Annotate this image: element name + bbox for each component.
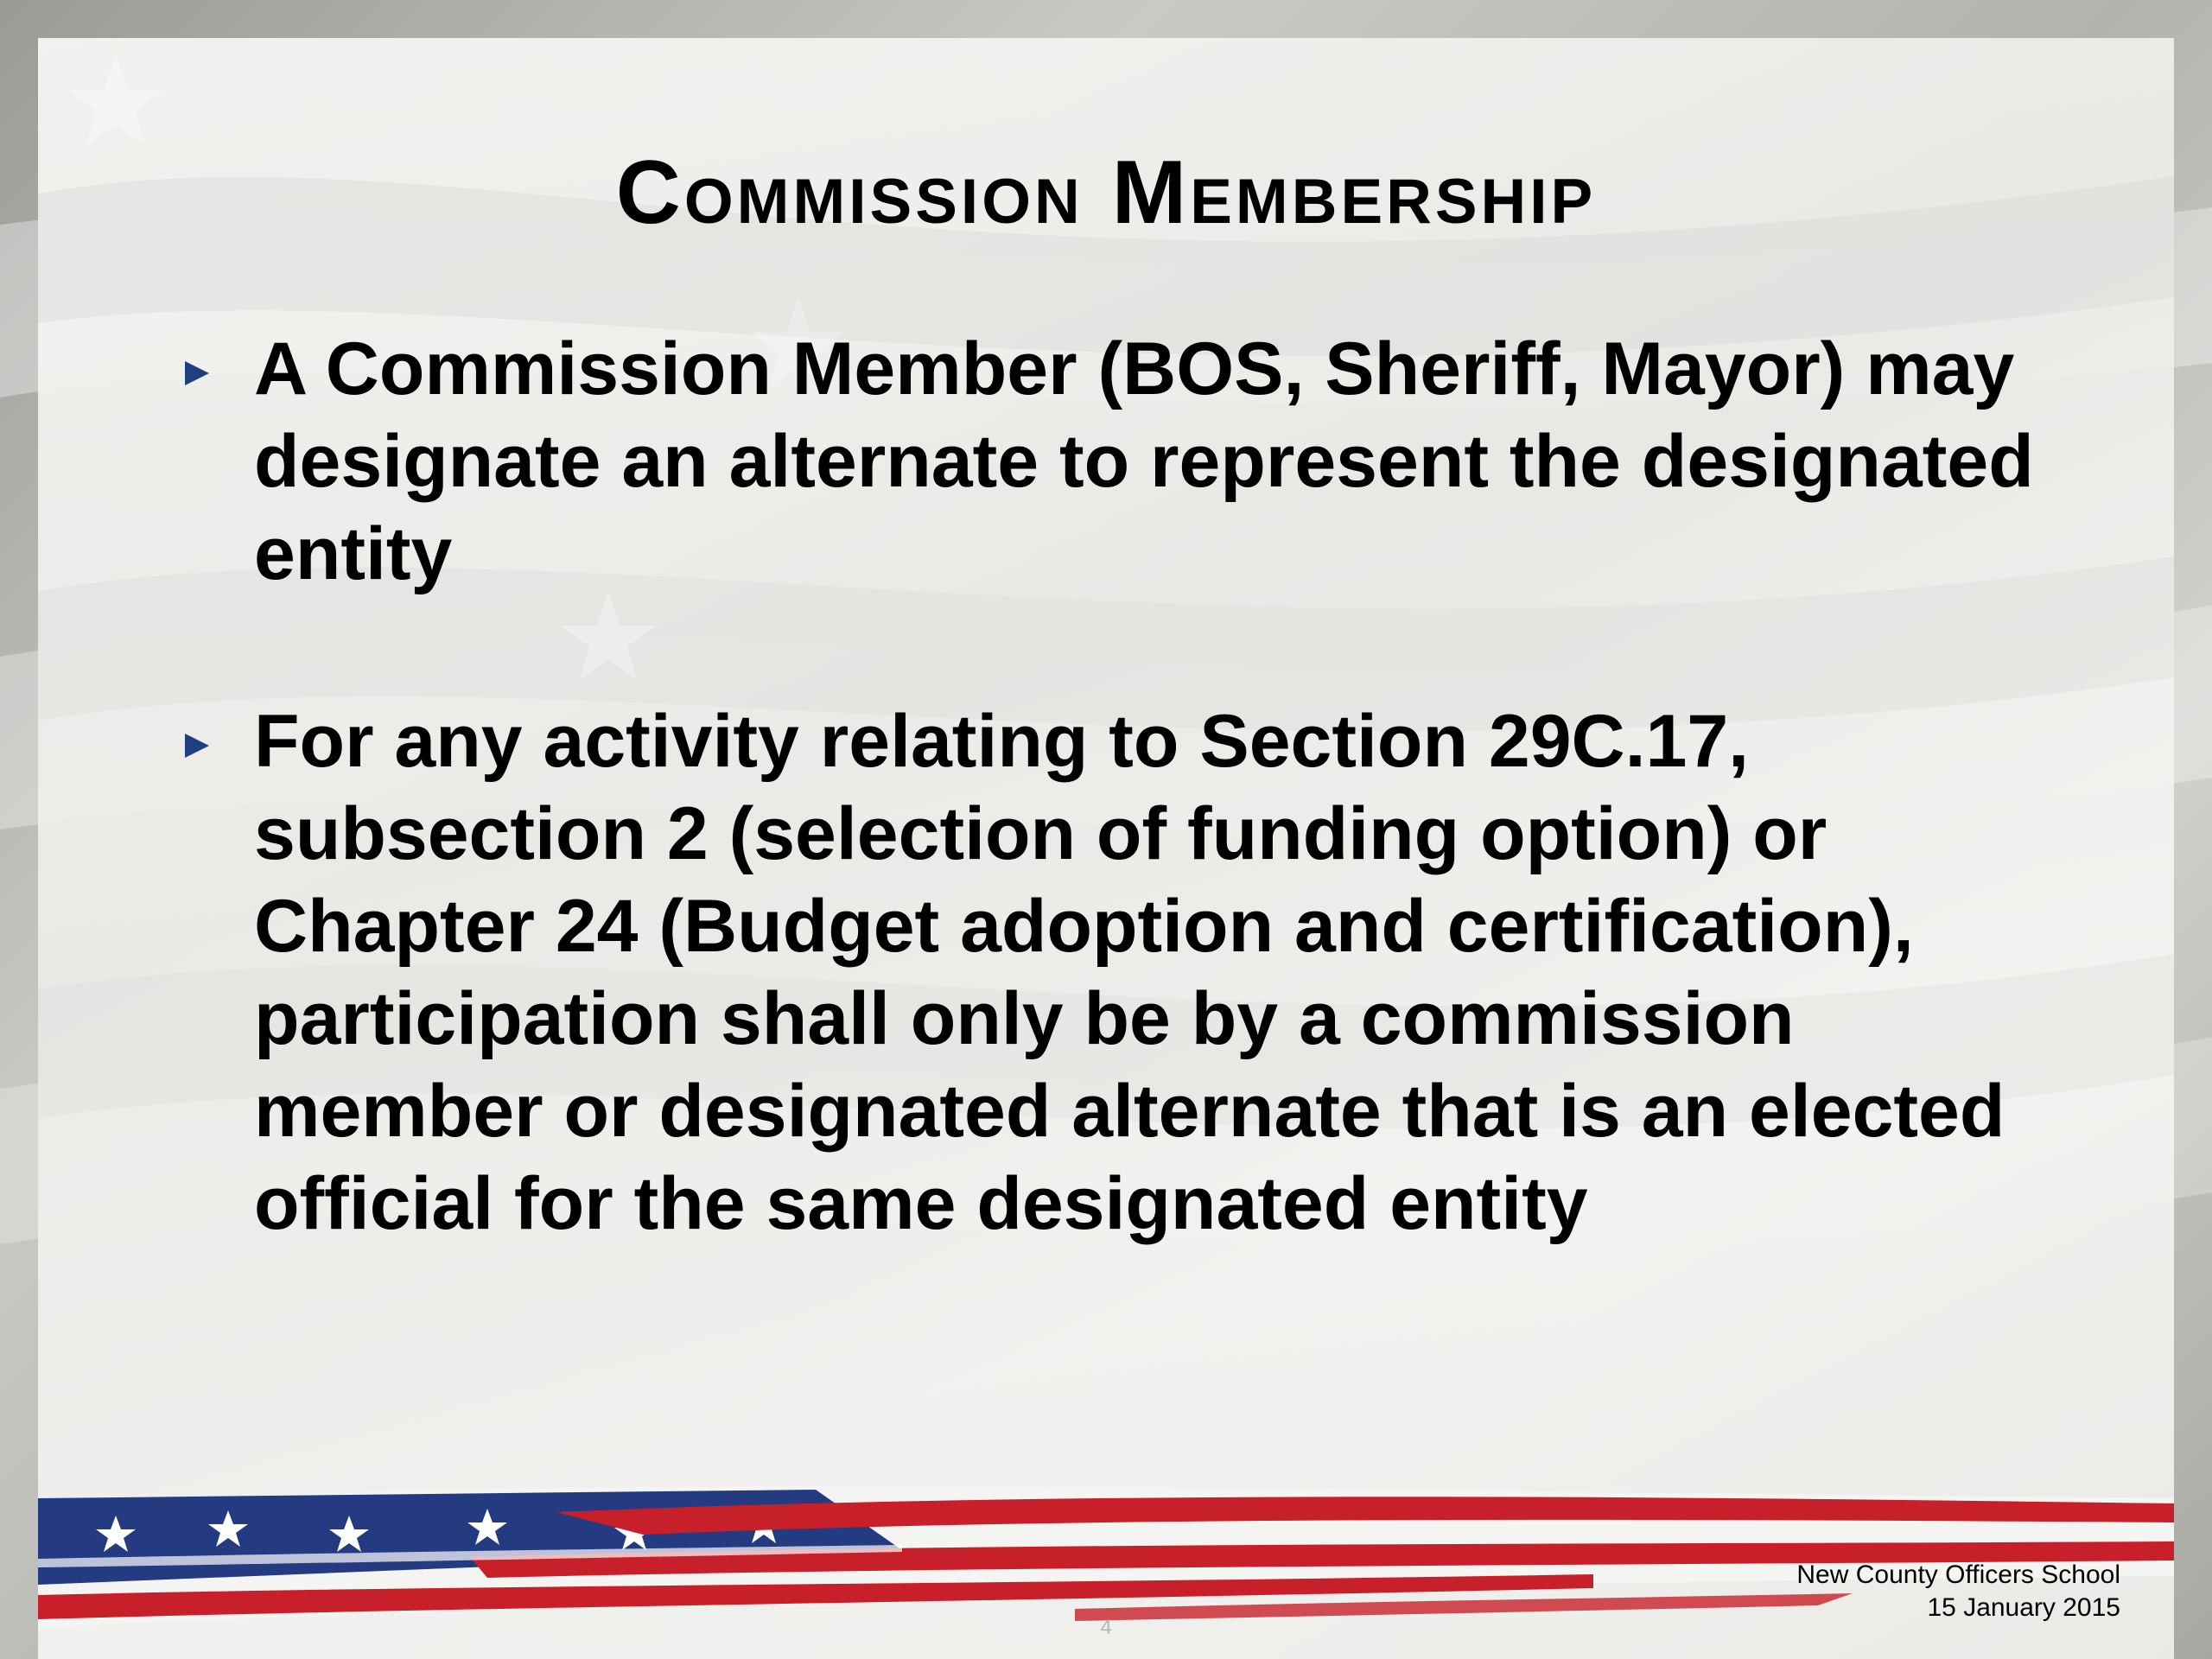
slide xyxy=(38,38,2174,1659)
slide-title: Commission Membership xyxy=(615,143,1597,243)
bullet-item xyxy=(142,323,2094,601)
bullet-list xyxy=(142,323,2094,1250)
footer-date: 15 January 2015 xyxy=(1927,1593,2120,1622)
bullet-text: A Commission Member (BOS, Sheriff, Mayor) may designate an alternate to represent the designated entity xyxy=(254,327,2034,595)
footer xyxy=(1796,1559,2120,1624)
page-number: 4 xyxy=(1100,1616,1112,1639)
footer-event-name: New County Officers School xyxy=(1796,1560,2120,1589)
triangle-bullet-icon xyxy=(185,734,209,758)
bullet-item xyxy=(142,696,2094,1250)
triangle-bullet-icon xyxy=(185,361,209,385)
bullet-text: For any activity relating to Section 29C.17, subsection 2 (selection of funding option) or Chapter 24 (Budget adoption and certification), participation shall only be by a commission member or designated alternate that is an elected official for the same designated entity xyxy=(254,700,2005,1245)
